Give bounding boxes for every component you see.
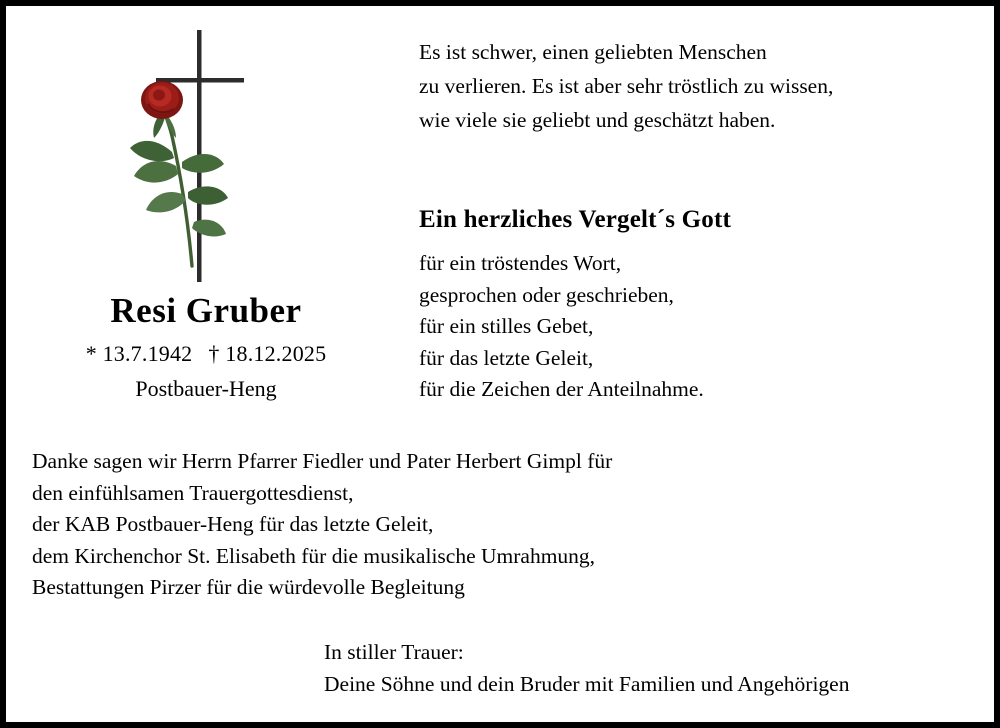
thanks-line: für das letzte Geleit, (419, 345, 594, 370)
thanks-list (419, 248, 979, 406)
card-inner (6, 6, 994, 722)
intro-line-1: Es ist schwer, einen geliebten Menschen (419, 40, 767, 64)
place-of-residence: Postbauer-Heng (135, 375, 277, 401)
thanks-line: für ein stilles Gebet, (419, 314, 594, 339)
mourners-block (324, 636, 984, 701)
acknowledgement-line: der KAB Postbauer-Heng für das letzte Geleit, (32, 512, 434, 537)
intro-line-2: zu verlieren. Es ist aber sehr tröstlich zu wissen, (419, 73, 834, 98)
mourners-heading: In stiller Trauer: (324, 640, 464, 664)
mourners-line: Deine Söhne und dein Bruder mit Familien und Angehörigen (324, 672, 850, 697)
acknowledgements-paragraph (32, 446, 972, 604)
acknowledgement-line: den einfühlsamen Trauergottesdienst, (32, 480, 354, 505)
intro-verse (419, 36, 979, 138)
acknowledgement-line: Danke sagen wir Herrn Pfarrer Fiedler und Pater Herbert Gimpl für (32, 449, 613, 473)
thanks-line: für die Zeichen der Anteilnahme. (419, 377, 704, 402)
acknowledgement-line: dem Kirchenchor St. Elisabeth für die musikalische Umrahmung, (32, 543, 596, 568)
thanks-line: für ein tröstendes Wort, (419, 250, 622, 275)
right-text-column (419, 36, 979, 406)
birth-date: * 13.7.1942 (85, 340, 193, 366)
acknowledgement-line: Bestattungen Pirzer für die würdevolle Begleitung (32, 575, 465, 600)
cross-with-rose-icon (26, 16, 386, 286)
life-dates (26, 341, 386, 367)
thanks-line: gesprochen oder geschrieben, (419, 282, 674, 307)
memorial-block (26, 16, 386, 402)
deceased-name: Resi Gruber (110, 291, 302, 330)
thanks-heading: Ein herzliches Vergelt´s Gott (419, 205, 732, 233)
death-date: † 18.12.2025 (208, 340, 327, 366)
intro-line-3: wie viele sie geliebt und geschätzt haben. (419, 107, 776, 132)
